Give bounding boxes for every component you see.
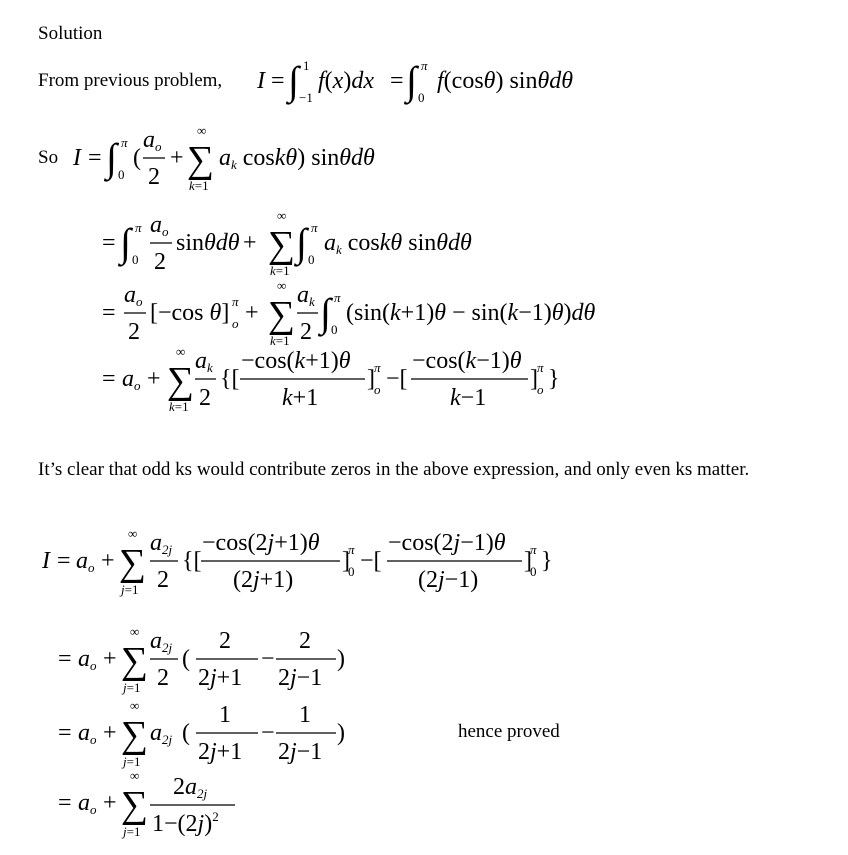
svg-text:k=1: k=1 — [189, 178, 209, 193]
svg-text:0: 0 — [132, 252, 139, 267]
svg-text:}: } — [548, 366, 560, 392]
svg-text:π: π — [311, 220, 318, 235]
svg-text:∫: ∫ — [406, 58, 417, 103]
svg-text:+: + — [103, 790, 117, 816]
svg-text:−cos(2j−1)θ: −cos(2j−1)θ — [388, 530, 506, 556]
svg-text:o: o — [232, 316, 239, 331]
svg-text:I: I — [42, 548, 50, 574]
svg-text:=: = — [58, 646, 72, 672]
svg-text:∞: ∞ — [130, 698, 140, 713]
svg-text:(2j+1): (2j+1) — [233, 567, 294, 593]
svg-text:+: + — [170, 145, 184, 171]
svg-text:1: 1 — [303, 58, 310, 73]
claim-text: It’s clear that odd ks would contribute zeros in the above expression, and only even ks matter. — [38, 459, 750, 480]
conclusion-text: hence proved — [458, 721, 560, 742]
svg-text:sinθdθ: sinθdθ — [176, 230, 240, 256]
svg-text:2: 2 — [157, 567, 169, 593]
svg-text:∑: ∑ — [121, 784, 149, 826]
svg-text:ak: ak — [297, 282, 315, 309]
svg-text:]: ] — [367, 366, 375, 392]
svg-text:∞: ∞ — [277, 278, 287, 293]
svg-text:+: + — [103, 720, 117, 746]
svg-text:{[: {[ — [182, 548, 202, 574]
svg-text:+: + — [243, 230, 257, 256]
svg-text:1: 1 — [219, 702, 231, 728]
svg-text:−cos(k−1)θ: −cos(k−1)θ — [412, 348, 522, 374]
svg-text:=: = — [57, 548, 71, 574]
svg-text:ao: ao — [78, 790, 97, 817]
svg-text:−cos(2j+1)θ: −cos(2j+1)θ — [202, 530, 320, 556]
svg-text:=: = — [58, 720, 72, 746]
svg-text:2: 2 — [199, 385, 211, 411]
svg-text:ak: ak — [195, 348, 213, 375]
svg-text:(: ( — [133, 145, 141, 171]
svg-text:2j−1: 2j−1 — [278, 739, 323, 765]
svg-text:∑: ∑ — [187, 139, 215, 181]
svg-text:(: ( — [182, 646, 190, 672]
svg-text:−1: −1 — [299, 90, 313, 105]
svg-text:f(x)dx: f(x)dx — [318, 68, 374, 94]
svg-text:(2j−1): (2j−1) — [418, 567, 479, 593]
svg-text:2: 2 — [148, 164, 160, 190]
svg-text:∞: ∞ — [176, 344, 186, 359]
svg-text:∫: ∫ — [320, 290, 331, 335]
svg-text:o: o — [537, 382, 544, 397]
svg-text:j=1: j=1 — [123, 754, 141, 769]
svg-text:π: π — [374, 360, 381, 375]
svg-text:∫: ∫ — [296, 220, 307, 265]
svg-text:π: π — [537, 360, 544, 375]
svg-text:∑: ∑ — [268, 294, 296, 336]
svg-text:}: } — [541, 548, 553, 574]
svg-text:∞: ∞ — [277, 208, 287, 223]
svg-text:π: π — [530, 542, 537, 557]
svg-text:f(cosθ) sinθdθ: f(cosθ) sinθdθ — [437, 68, 574, 94]
svg-text:[−cos θ]: [−cos θ] — [150, 300, 230, 326]
svg-text:∑: ∑ — [167, 360, 195, 402]
svg-text:]: ] — [342, 548, 350, 574]
svg-text:j=1: j=1 — [123, 680, 141, 695]
svg-text:k−1: k−1 — [450, 385, 487, 411]
svg-text:∞: ∞ — [197, 123, 207, 138]
svg-text:ao: ao — [122, 366, 141, 393]
svg-text:(: ( — [182, 720, 190, 746]
svg-text:ao: ao — [143, 127, 162, 154]
svg-text:π: π — [135, 220, 142, 235]
svg-text:0: 0 — [308, 252, 315, 267]
svg-text:2: 2 — [300, 319, 312, 345]
svg-text:π: π — [348, 542, 355, 557]
svg-text:2: 2 — [157, 665, 169, 691]
svg-text:1−(2j)2: $1-(2j)^2$ — [152, 809, 219, 837]
svg-text:−: − — [261, 720, 275, 746]
svg-text:−[: −[ — [360, 548, 382, 574]
svg-text:=: = — [271, 68, 285, 94]
svg-text:2j+1: 2j+1 — [198, 739, 243, 765]
svg-text:∞: ∞ — [130, 624, 140, 639]
svg-text:=: = — [88, 145, 102, 171]
svg-text:0: 0 — [331, 322, 338, 337]
svg-text:∫: ∫ — [106, 135, 117, 180]
svg-text:∞: ∞ — [130, 768, 140, 783]
svg-text:2: 2 — [299, 628, 311, 654]
svg-text:2: 2 — [128, 319, 140, 345]
svg-text:I: I — [73, 145, 81, 171]
svg-text:−[: −[ — [386, 366, 408, 392]
svg-text:=: = — [390, 68, 404, 94]
svg-text:ak coskθ sinθdθ: ak coskθ sinθdθ — [324, 230, 472, 257]
svg-text:∫: ∫ — [120, 220, 131, 265]
svg-text:2j+1: 2j+1 — [198, 665, 243, 691]
svg-text:{[: {[ — [220, 366, 240, 392]
svg-text:ao: ao — [124, 282, 143, 309]
svg-text:j=1: j=1 — [121, 582, 139, 597]
svg-text:+: + — [103, 646, 117, 672]
svg-text:k+1: k+1 — [282, 385, 319, 411]
svg-text:0: 0 — [530, 564, 537, 579]
svg-text:−: − — [261, 646, 275, 672]
svg-text:k=1: k=1 — [169, 399, 189, 414]
svg-text:π: π — [421, 58, 428, 73]
svg-text:π: π — [232, 294, 239, 309]
svg-text:π: π — [121, 135, 128, 150]
svg-text:2j−1: 2j−1 — [278, 665, 323, 691]
svg-text:0: 0 — [418, 90, 425, 105]
svg-text:π: π — [334, 290, 341, 305]
svg-text:=: = — [102, 366, 116, 392]
svg-text:ao: ao — [150, 212, 169, 239]
svg-text:(sin(k+1)θ − sin(k−1)θ)dθ: (sin(k+1)θ − sin(k−1)θ)dθ — [346, 300, 596, 326]
svg-text:∑: ∑ — [121, 714, 149, 756]
svg-text:]: ] — [524, 548, 532, 574]
svg-text:I: I — [257, 68, 265, 94]
svg-text:+: + — [245, 300, 259, 326]
svg-text:∞: ∞ — [128, 526, 138, 541]
svg-text:+: + — [147, 366, 161, 392]
svg-text:−cos(k+1)θ: −cos(k+1)θ — [241, 348, 351, 374]
svg-text:k=1: k=1 — [270, 333, 290, 348]
svg-text:j=1: j=1 — [123, 824, 141, 839]
svg-text:2: 2 — [154, 249, 166, 275]
svg-text:a2j: a2j — [150, 720, 173, 747]
svg-text:2a2j: 2a2j — [173, 774, 208, 801]
svg-text:ao: ao — [78, 720, 97, 747]
svg-text:ak coskθ) sinθdθ: ak coskθ) sinθdθ — [219, 145, 375, 172]
svg-text:): ) — [337, 646, 345, 672]
svg-text:∫: ∫ — [288, 58, 299, 103]
svg-text:ao: ao — [76, 548, 95, 575]
svg-text:a2j: a2j — [150, 530, 173, 557]
intro-text: From previous problem, — [38, 70, 223, 91]
svg-text:0: 0 — [348, 564, 355, 579]
so-label: So — [38, 147, 59, 168]
svg-text:2: 2 — [219, 628, 231, 654]
svg-text:1: 1 — [299, 702, 311, 728]
svg-text:∑: ∑ — [268, 224, 296, 266]
svg-text:o: o — [374, 382, 381, 397]
svg-text:): ) — [337, 720, 345, 746]
heading: Solution — [38, 23, 103, 44]
svg-text:0: 0 — [118, 167, 125, 182]
svg-text:=: = — [102, 300, 116, 326]
svg-text:∑: ∑ — [119, 542, 147, 584]
svg-text:k=1: k=1 — [270, 263, 290, 278]
svg-text:ao: ao — [78, 646, 97, 673]
svg-text:]: ] — [530, 366, 538, 392]
svg-text:=: = — [102, 230, 116, 256]
svg-text:+: + — [101, 548, 115, 574]
svg-text:=: = — [58, 790, 72, 816]
svg-text:∑: ∑ — [121, 640, 149, 682]
svg-text:a2j: a2j — [150, 628, 173, 655]
